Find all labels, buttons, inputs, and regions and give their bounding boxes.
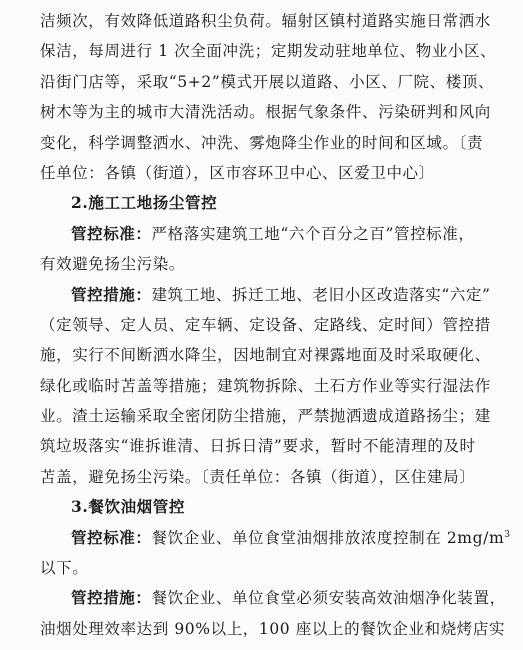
measures-text: 餐饮企业、单位食堂必须安装高效油烟净化装置，: [151, 589, 506, 608]
paragraph-line: 保洁，每周进行 1 次全面冲洗；定期发动驻地单位、物业小区、: [40, 42, 497, 61]
standard-line: [40, 219, 489, 249]
section-3: [40, 492, 511, 644]
measures-text: 建筑工地、拆迁工地、老旧小区改造落实“六定”: [151, 285, 491, 304]
standard-text: 严格落实建筑工地“六个百分之百”管控标准，: [151, 224, 475, 243]
paragraph-line: 苫盖，避免扬尘污染。〔责任单位：各镇（街道），区住建局〕: [40, 467, 476, 486]
paragraph-line: 筑垃圾落实“谁拆谁清、日拆日清”要求，暂时不能清理的及时: [40, 437, 476, 456]
paragraph-line: 变化，科学调整洒水、冲洗、雾炮降尘作业的时间和区域。〔责: [40, 133, 484, 152]
superscript-3: 3: [504, 529, 511, 540]
measures-line: [40, 280, 489, 310]
paragraph-line: 绿化或临时苫盖等措施；建筑物拆除、土石方作业等实行湿法作: [40, 376, 491, 395]
section-heading: 2.施工工地扬尘管控: [71, 193, 218, 213]
paragraph-line: 业。渣土运输采取全密闭防尘措施，严禁抛洒遗成道路扬尘；建: [40, 407, 491, 426]
standard-line: [40, 523, 511, 553]
section-heading: 3.餐饮油烟管控: [71, 497, 185, 517]
paragraph-line: 油烟处理效率达到 90%以上，100 座以上的餐饮企业和烧烤店实: [40, 619, 506, 638]
standard-label: 管控标准：: [71, 527, 152, 547]
paragraph-line: （定领导、定人员、定车辆、定设备、定路线、定时间）管控措: [40, 315, 491, 334]
standard-text: 餐饮企业、单位食堂油烟排放浓度控制在 2mg/m: [151, 528, 505, 547]
measures-label: 管控措施：: [71, 284, 152, 304]
paragraph-line: 任单位：各镇（街道），区市容环卫中心、区爱卫中心〕: [40, 163, 435, 182]
section-2: [40, 188, 489, 492]
paragraph-line: 施，实行不间断洒水降尘，因地制宜对裸露地面及时采取硬化、: [40, 346, 491, 365]
measures-line: [40, 583, 506, 613]
paragraph-line: 沿街门店等，采取“5+2”模式开展以道路、小区、厂院、楼顶、: [40, 72, 495, 91]
measures-label: 管控措施：: [71, 588, 152, 608]
paragraph-line: 树木等为主的城市大清洗活动。根据气象条件、污染研判和风向: [40, 103, 491, 122]
standard-label: 管控标准：: [71, 223, 152, 243]
section-1-tail: [40, 6, 497, 188]
paragraph-line: 有效避免扬尘污染。: [40, 255, 185, 274]
paragraph-line: 以下。: [40, 559, 89, 578]
paragraph-line: 洁频次，有效降低道路积尘负荷。辐射区镇村道路实施日常洒水: [40, 12, 491, 30]
